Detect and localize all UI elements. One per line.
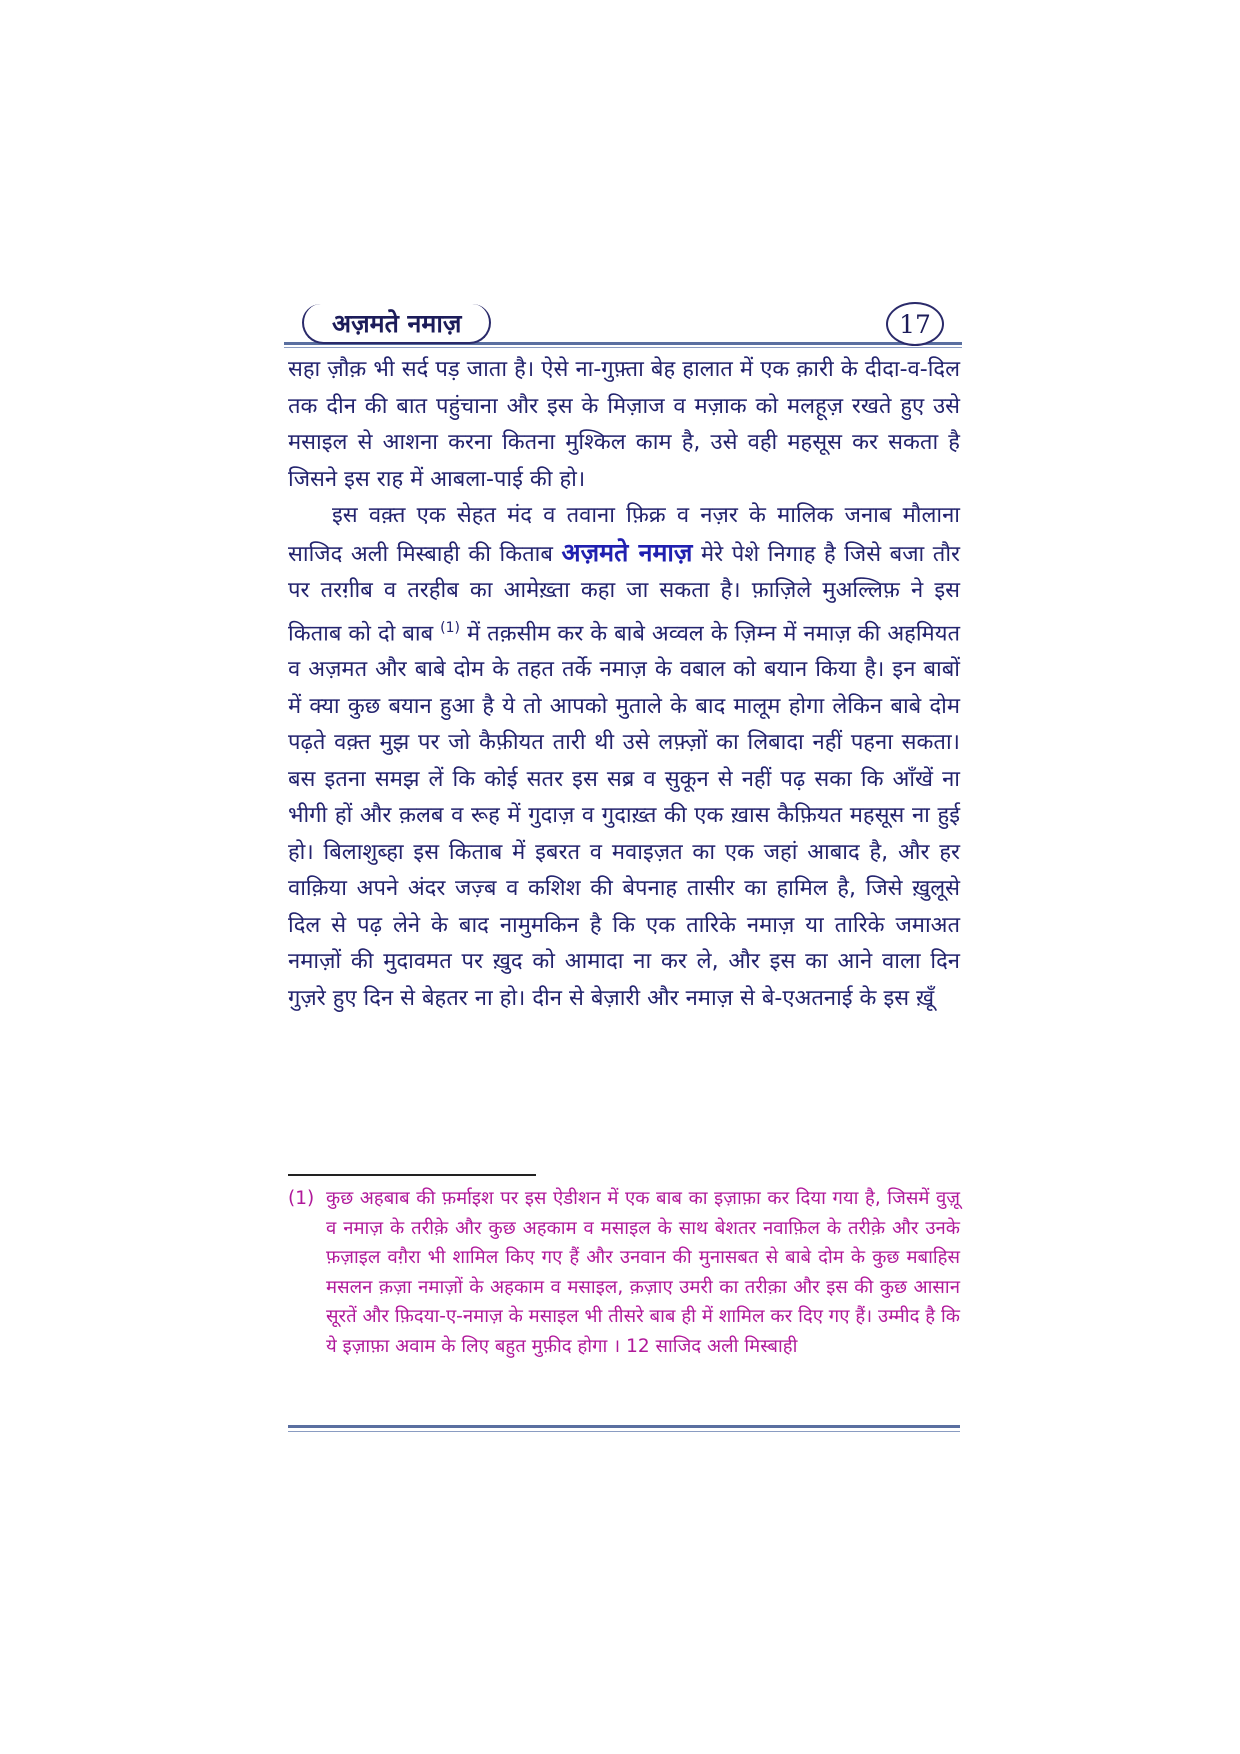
book-title-tab	[302, 304, 491, 344]
running-header	[284, 302, 962, 348]
footer-rule	[288, 1425, 960, 1428]
page-number: 17	[899, 309, 931, 339]
paragraph-2-part-3: में तक़सीम कर के बाबे अव्वल के ज़िम्न में नमाज़ की अहमियत व अज़मत और बाबे दोम के तहत तर्के नमाज़ के वबाल को बयान किया है। इन बाबों में क्या कुछ बयान हुआ है ये तो आपको मुताले के बाद मालूम होगा लेकिन बाबे दोम पढ़ते वक़्त मुझ पर जो कैफ़ीयत तारी थी उसे लफ़्ज़ों का लिबादा नहीं पहना सकता। बस इतना समझ लें कि कोई सतर इस सब्र व सुकून से नहीं पढ़ सका कि आँखें ना भीगी हों और क़लब व रूह में गुदाज़ व गुदाख़्त की एक ख़ास कैफ़ियत महसूस ना हुई हो। बिलाशुब्हा इस किताब में इबरत व मवाइज़त का एक जहां आबाद है, और हर वाक़िया अपने अंदर जज़्ब व कशिश की बेपनाह तासीर का हामिल है, जिसे ख़ुलूसे दिल से पढ़ लेने के बाद नामुमकिन है कि एक तारिके नमाज़ या तारिके जमाअत नमाज़ों की मुदावमत पर ख़ुद को आमादा ना कर ले, और इस का आने वाला दिन गुज़रे हुए दिन से बेहतर ना हो। दीन से बेज़ारी और नमाज़ से बे-एअतनाई के इस ख़ूँ	[288, 620, 961, 1011]
header-rule-thin	[284, 347, 962, 348]
paragraph-2-part-2: मेरे पेशे निगाह है जिसे बजा तौर पर तरग़ीब व तरहीब का आमेख़्ता कहा जा सकता है। फ़ाज़िले मुअल्लिफ़ ने इस किताब को दो बाब	[288, 541, 961, 646]
page-number-badge	[886, 302, 944, 346]
paragraph-2	[288, 498, 960, 1017]
footnote	[288, 1184, 960, 1361]
footer-rule-thin	[288, 1431, 960, 1432]
footnote-reference[interactable]: (1)	[440, 619, 461, 636]
footnote-mark: (1)	[288, 1188, 315, 1209]
book-title: अज़मते नमाज़	[332, 309, 462, 338]
footnote-text: कुछ अहबाब की फ़र्माइश पर इस ऐडीशन में एक बाब का इज़ाफ़ा कर दिया गया है, जिसमें वुज़ू व नमाज़ के तरीक़े और कुछ अहकाम व मसाइल के साथ बेशतर नवाफ़िल के तरीक़े और उनके फ़ज़ाइल वग़ैरा भी शामिल किए गए हैं और उनवान की मुनासबत से बाबे दोम के कुछ मबाहिस मसलन क़ज़ा नमाज़ों के अहकाम व मसाइल, क़ज़ाए उमरी का तरीक़ा और इस की कुछ आसान सूरतें और फ़िदया-ए-नमाज़ के मसाइल भी तीसरे बाब ही में शामिल कर दिए गए हैं। उम्मीद है कि ये इज़ाफ़ा अवाम के लिए बहुत मुफ़ीद होगा । 12 साजिद अली मिस्बाही	[326, 1188, 960, 1357]
paragraph-2-part-1: इस वक़्त एक सेहत मंद व तवाना फ़िक्र व नज़र के मालिक जनाब मौलाना साजिद अली मिस्बाही की किताब	[288, 503, 960, 567]
paragraph-1: सहा ज़ौक़ भी सर्द पड़ जाता है। ऐसे ना-गुफ़्ता बेह हालात में एक क़ारी के दीदा-व-दिल तक दीन की बात पहुंचाना और इस के मिज़ाज व मज़ाक को मलहूज़ रखते हुए उसे मसाइल से आशना करना कितना मुश्किल काम है, उसे वही महसूस कर सकता है जिसने इस राह में आबला-पाई की हो।	[288, 357, 960, 492]
book-title-inline: अज़मते नमाज़	[561, 537, 693, 567]
main-text	[288, 352, 960, 1017]
footnote-separator	[288, 1174, 536, 1176]
